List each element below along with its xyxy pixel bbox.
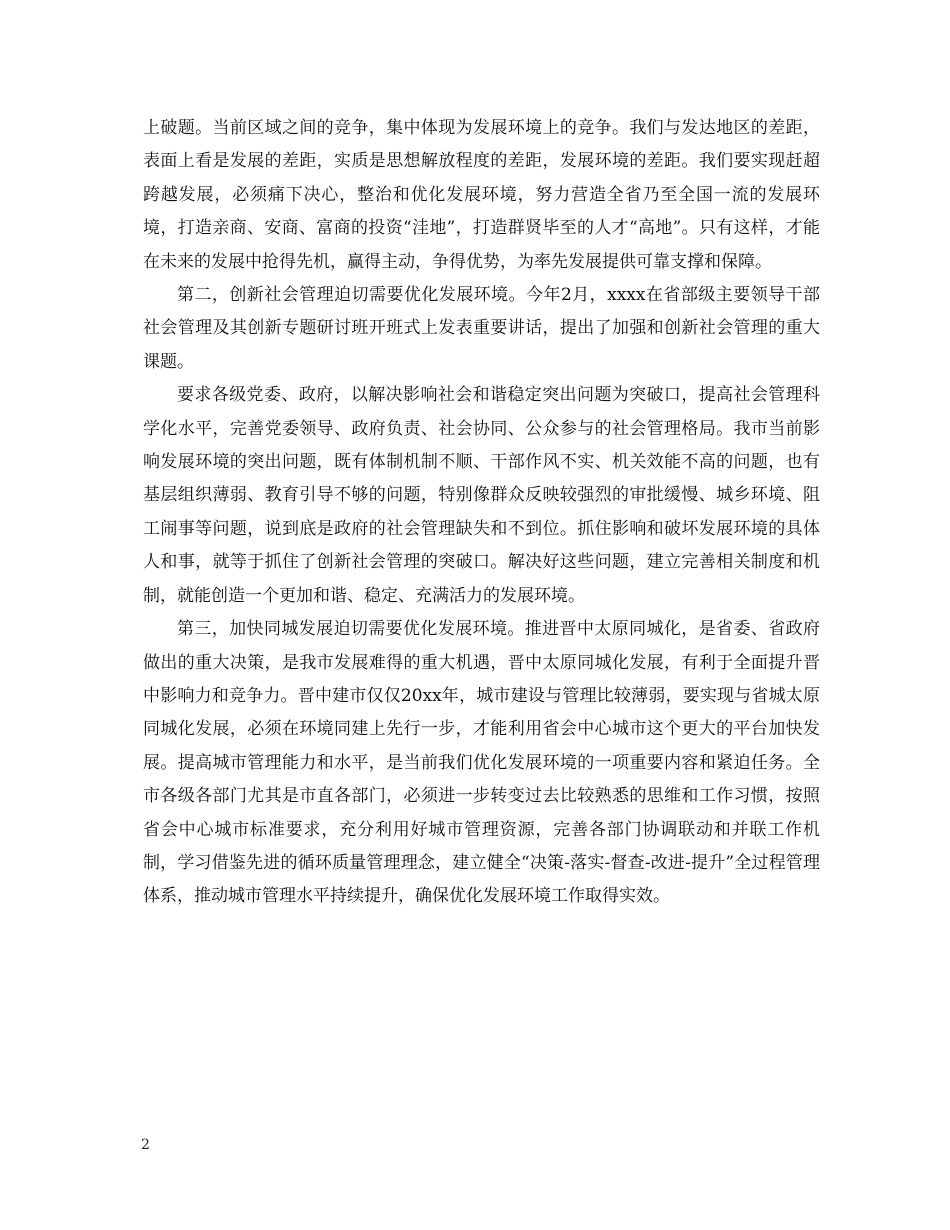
paragraph-second-point: 第二，创新社会管理迫切需要优化发展环境。今年2月，xxxx在省部级主要领导干部社会管理及其创新专题研讨班开班式上发表重要讲话，提出了加强和创新社会管理的重大课题。 (143, 285, 820, 372)
page-number: 2 (141, 1137, 150, 1153)
paragraph-third-point: 第三，加快同城发展迫切需要优化发展环境。推进晋中太原同城化，是省委、省政府做出的重大决策，是我市发展难得的重大机遇，晋中太原同城化发展，有利于全面提升晋中影响力和竞争力。晋中建市仅仅20xx年，城市建设与管理比较薄弱，要实现与省城太原同城化发展，必须在环境同建上先行一步，才能利用省会中心城市这个更大的平台加快发展。提高城市管理能力和水平，是当前我们优化发展环境的一项重要内容和紧迫任务。全市各级各部门尤其是市直各部门，必须进一步转变过去比较熟悉的思维和工作习惯，按照省会中心城市标准要求，充分利用好城市管理资源，完善各部门协调联动和并联工作机制，学习借鉴先进的循环质量管理理念，建立健全“决策-落实-督查-改进-提升”全过程管理体系，推动城市管理水平持续提升，确保优化发展环境工作取得实效。 (143, 619, 820, 907)
document-body (143, 112, 820, 914)
paragraph-continuation: 上破题。当前区域之间的竞争，集中体现为发展环境上的竞争。我们与发达地区的差距，表面上看是发展的差距，实质是思想解放程度的差距，发展环境的差距。我们要实现赶超跨越发展，必须痛下决心，整治和优化发展环境，努力营造全省乃至全国一流的发展环境，打造亲商、安商、富商的投资“洼地”，打造群贤毕至的人才“高地”。只有这样，才能在未来的发展中抢得先机，赢得主动，争得优势，为率先发展提供可靠支撑和保障。 (143, 118, 820, 272)
paragraph-requirements: 要求各级党委、政府，以解决影响社会和谐稳定突出问题为突破口，提高社会管理科学化水平，完善党委领导、政府负责、社会协同、公众参与的社会管理格局。我市当前影响发展环境的突出问题，既有体制机制不顺、干部作风不实、机关效能不高的问题，也有基层组织薄弱、教育引导不够的问题，特别像群众反映较强烈的审批缓慢、城乡环境、阻工闹事等问题，说到底是政府的社会管理缺失和不到位。抓住影响和破坏发展环境的具体人和事，就等于抓住了创新社会管理的突破口。解决好这些问题，建立完善相关制度和机制，就能创造一个更加和谐、稳定、充满活力的发展环境。 (143, 385, 820, 606)
